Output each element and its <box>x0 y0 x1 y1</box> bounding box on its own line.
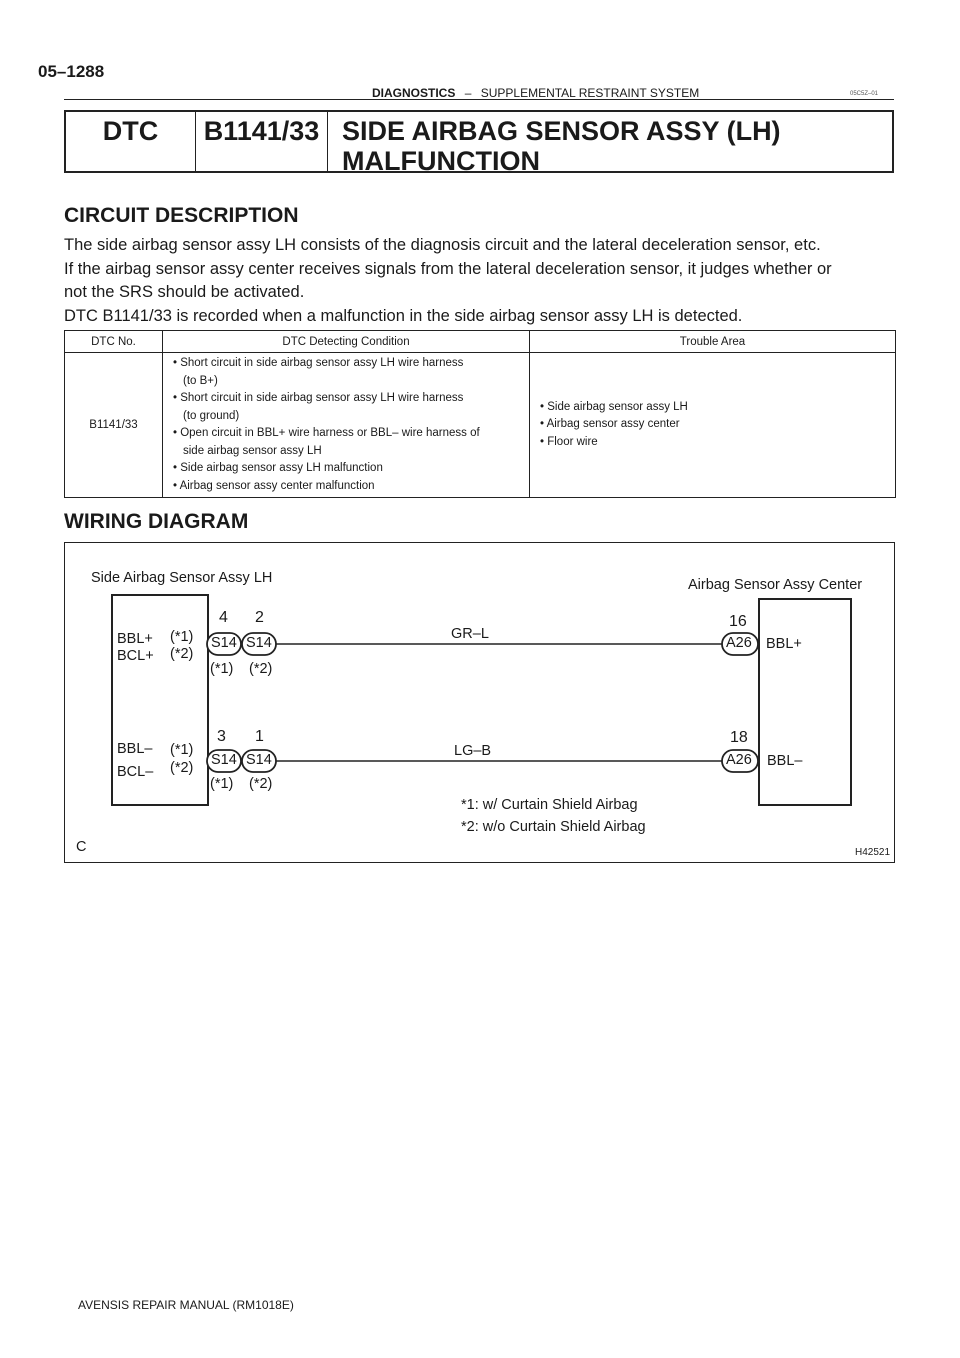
pin-number: 1 <box>255 728 264 745</box>
note-reference: (*2) <box>249 661 273 677</box>
condition-item: (to ground) <box>183 409 240 422</box>
wire-color-label: LG–B <box>454 743 492 759</box>
terminal-label: BBL+ <box>766 636 802 652</box>
dtc-table-header: DTC No. <box>65 331 163 353</box>
wiring-diagram-heading: WIRING DIAGRAM <box>64 510 249 533</box>
condition-item: (to B+) <box>183 374 218 387</box>
condition-item: • Airbag sensor assy center malfunction <box>173 479 375 492</box>
dtc-table-header: Trouble Area <box>530 331 896 353</box>
condition-item: side airbag sensor assy LH <box>183 444 322 457</box>
page-number: 05–1288 <box>38 62 105 81</box>
pin-number: 3 <box>217 728 226 745</box>
circuit-paragraph-2a: If the airbag sensor assy center receives signals from the lateral deceleration sensor, it judges whether or <box>64 259 832 278</box>
connector-code: A26 <box>726 752 752 768</box>
footer-manual-title: AVENSIS REPAIR MANUAL (RM1018E) <box>78 1298 294 1312</box>
connector-code: S14 <box>211 752 237 768</box>
circuit-description-text <box>64 234 904 328</box>
circuit-description-heading: CIRCUIT DESCRIPTION <box>64 204 299 227</box>
note-reference: (*1) <box>170 742 194 758</box>
trouble-area-item: • Floor wire <box>540 435 598 448</box>
dtc-table-row <box>65 353 896 498</box>
document-code: 05C5Z–01 <box>850 91 879 97</box>
dtc-label: DTC <box>66 112 196 171</box>
circuit-paragraph-1: The side airbag sensor assy LH consists of the diagnosis circuit and the lateral deceleration sensor, etc. <box>64 236 821 254</box>
terminal-label: BBL+ <box>117 631 153 647</box>
dtc-number-cell: B1141/33 <box>65 353 163 498</box>
condition-item: • Open circuit in BBL+ wire harness or BBL– wire harness of <box>173 427 480 439</box>
connector-code: S14 <box>246 635 272 651</box>
note-reference: (*1) <box>170 629 194 645</box>
trouble-area-item: • Airbag sensor assy center <box>540 418 680 431</box>
note-reference: (*2) <box>249 776 273 792</box>
connector-code: S14 <box>211 635 237 651</box>
dtc-table-header: DTC Detecting Condition <box>163 331 530 353</box>
terminal-label: BBL– <box>117 741 153 757</box>
note-reference: (*1) <box>210 776 234 792</box>
trouble-area-cell <box>530 353 896 498</box>
wire-color-label: GR–L <box>451 626 489 642</box>
dtc-code: B1141/33 <box>196 112 328 171</box>
note-reference: (*2) <box>170 760 194 776</box>
section-title-sub: SUPPLEMENTAL RESTRAINT SYSTEM <box>480 86 700 100</box>
dtc-title <box>328 112 892 176</box>
airbag-sensor-center-box <box>759 599 851 805</box>
note-1: *1: w/ Curtain Shield Airbag <box>461 797 638 813</box>
section-separator: – <box>464 86 472 100</box>
figure-corner-letter: C <box>76 839 87 855</box>
condition-item: • Short circuit in side airbag sensor assy LH wire harness <box>173 357 464 369</box>
left-component-label: Side Airbag Sensor Assy LH <box>91 570 273 586</box>
dtc-table <box>64 330 896 498</box>
dtc-title-box <box>64 110 894 176</box>
right-component-label: Airbag Sensor Assy Center <box>688 577 863 593</box>
terminal-label: BCL– <box>117 764 154 780</box>
condition-item: • Side airbag sensor assy LH malfunction <box>173 462 383 474</box>
circuit-paragraph-2b: not the SRS should be activated. <box>64 283 305 301</box>
trouble-area-list <box>530 399 895 452</box>
circuit-paragraph-3: DTC B1141/33 is recorded when a malfunction in the side airbag sensor assy LH is detected. <box>64 306 743 325</box>
header-divider <box>64 99 894 100</box>
terminal-label: BBL– <box>767 753 803 769</box>
dtc-table-header-row <box>65 331 896 353</box>
dtc-title-line-2: MALFUNCTION <box>342 146 540 176</box>
pin-number: 16 <box>729 613 747 630</box>
connector-code: S14 <box>246 752 272 768</box>
section-title <box>372 86 699 100</box>
pin-number: 18 <box>730 729 748 746</box>
detecting-condition-cell <box>163 353 530 498</box>
trouble-area-item: • Side airbag sensor assy LH <box>540 400 688 413</box>
note-2: *2: w/o Curtain Shield Airbag <box>461 819 646 835</box>
section-title-main: DIAGNOSTICS <box>372 86 456 100</box>
pin-number: 2 <box>255 609 264 626</box>
note-reference: (*1) <box>210 661 234 677</box>
pin-number: 4 <box>219 609 228 626</box>
connector-code: A26 <box>726 635 752 651</box>
dtc-title-line-1: SIDE AIRBAG SENSOR ASSY (LH) <box>342 116 781 146</box>
condition-item: • Short circuit in side airbag sensor assy LH wire harness <box>173 392 464 404</box>
wiring-diagram <box>64 542 895 863</box>
note-reference: (*2) <box>170 646 194 662</box>
figure-code: H42521 <box>855 847 891 858</box>
terminal-label: BCL+ <box>117 648 154 664</box>
detecting-condition-list <box>163 355 529 495</box>
